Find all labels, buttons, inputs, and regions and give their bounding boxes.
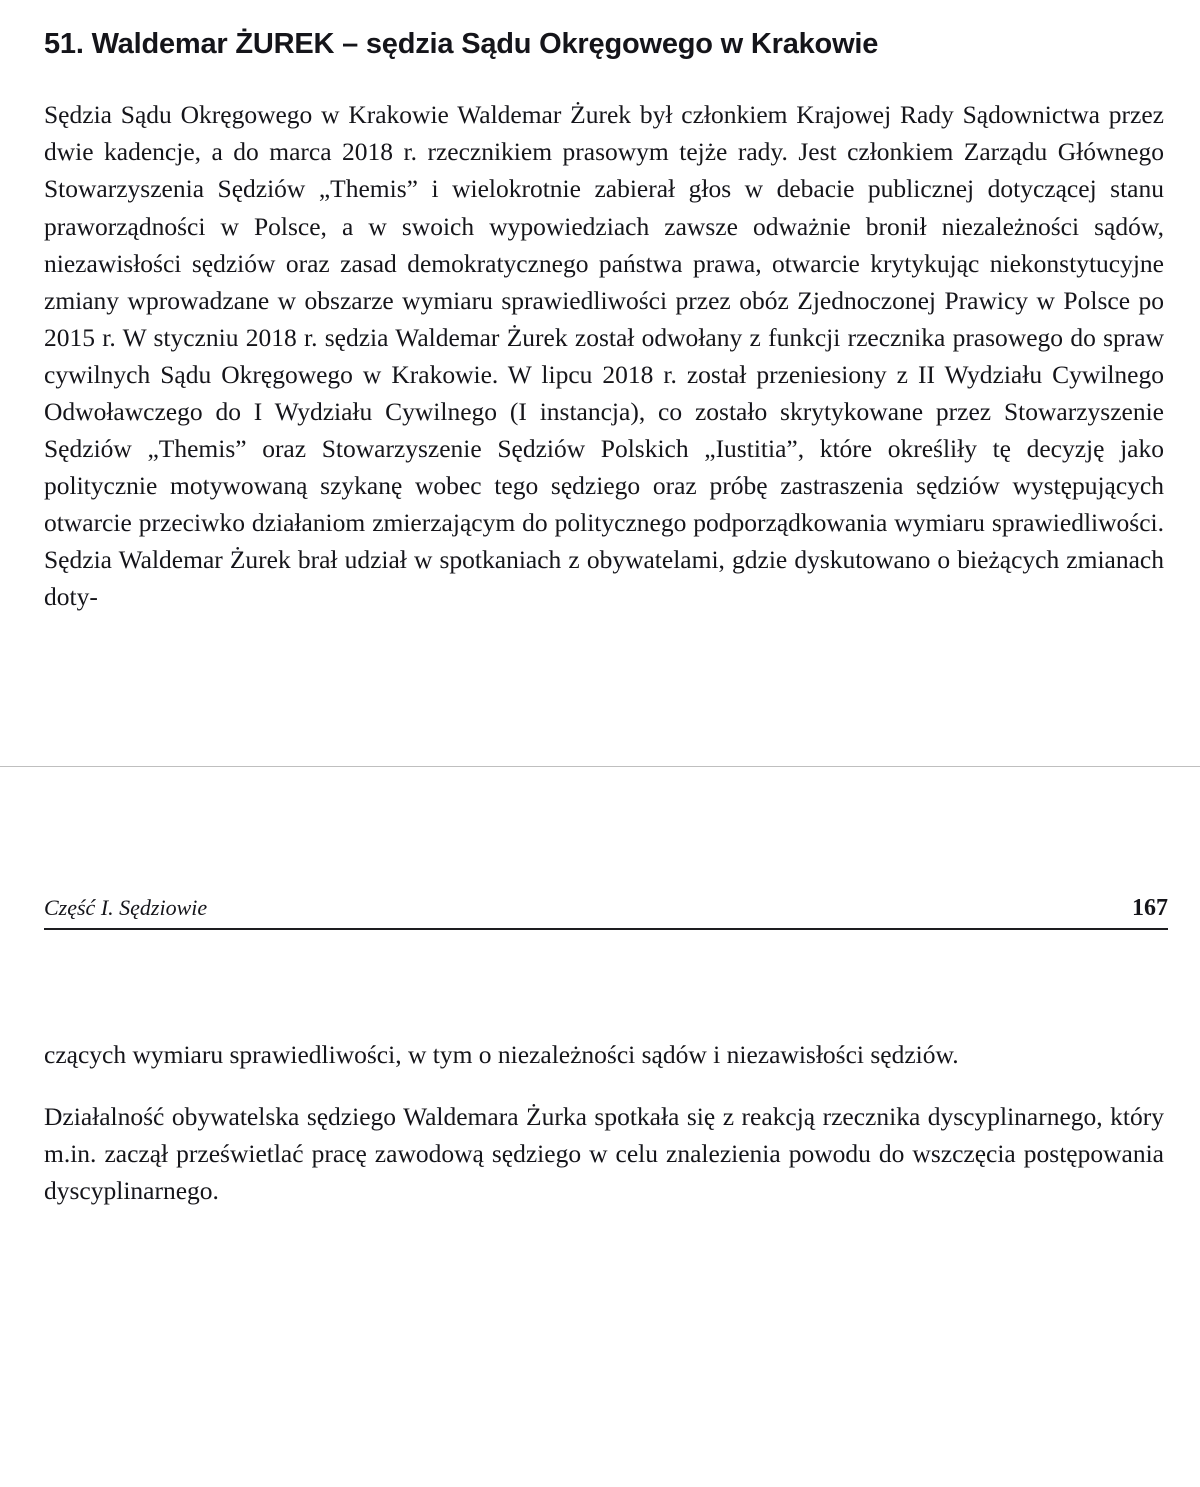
next-page-top-margin [40, 767, 1160, 895]
running-footer [44, 895, 1168, 930]
main-text-block-top [44, 96, 1164, 615]
page-break-divider [0, 766, 1200, 767]
paragraph: Działalność obywatelska sędziego Waldemara Żurka spotkała się z reakcją rzecznika dyscyplinarnego, który m.in. zaczął prześwietlać pracę zawodową sędziego w celu znalezienia powodu do wszczęcia postępowania dyscyplinarnego. [44, 1101, 1164, 1205]
page-number: 167 [1132, 894, 1168, 921]
paragraph: Sędzia Sądu Okręgowego w Krakowie Waldemar Żurek był członkiem Krajowej Rady Sądownictwa przez dwie kadencje, a do marca 2018 r. rzecznikiem prasowym tejże rady. Jest członkiem Zarządu Głównego Stowarzyszenia Sędziów „Themis” i wielokrotnie zabierał głos w debacie publicznej dotyczącej stanu praworządności w Polsce, a w swoich wypowiedziach zawsze odważnie bronił niezależności sądów, niezawisłości sędziów oraz zasad demokratycznego państwa prawa, otwarcie krytykując niekonstytucyjne zmiany wprowadzane w obszarze wymiaru sprawiedliwości przez obóz Zjednoczonej Prawicy w Polsce po 2015 r. W styczniu 2018 r. sędzia Waldemar Żurek został odwołany z funkcji rzecznika prasowego do spraw cywilnych Sądu Okręgowego w Krakowie. W lipcu 2018 r. został przeniesiony z II Wydziału Cywilnego Odwoławczego do I Wydziału Cywilnego (I instancja), co zostało skrytykowane przez Stowarzyszenie Sędziów „Themis” oraz Stowarzyszenie Sędziów Polskich „Iustitia”, które określiły tę decyzję jako politycznie motywowaną szykanę wobec tego sędziego oraz próbę zastraszenia sędziów występujących otwarcie przeciwko działaniom zmierzającym do politycznego podporządkowania wymiaru sprawiedliwości. Sędzia Waldemar Żurek brał udział w spotkaniach z obywatelami, gdzie dyskutowano o bieżących zmianach doty- [44, 100, 1164, 612]
main-text-block-bottom [44, 1036, 1164, 1209]
document-page [0, 26, 1200, 1487]
footer-gap [40, 930, 1160, 1002]
running-footer-title: Część I. Sędziowie [44, 894, 208, 920]
paragraph: czących wymiaru sprawiedliwości, w tym o niezależności sądów i niezawisłości sędziów. [44, 1039, 959, 1069]
column-bottom-whitespace [40, 616, 1160, 766]
page-title: 51. Waldemar ŻUREK – sędzia Sądu Okręgowego w Krakowie [44, 28, 879, 60]
